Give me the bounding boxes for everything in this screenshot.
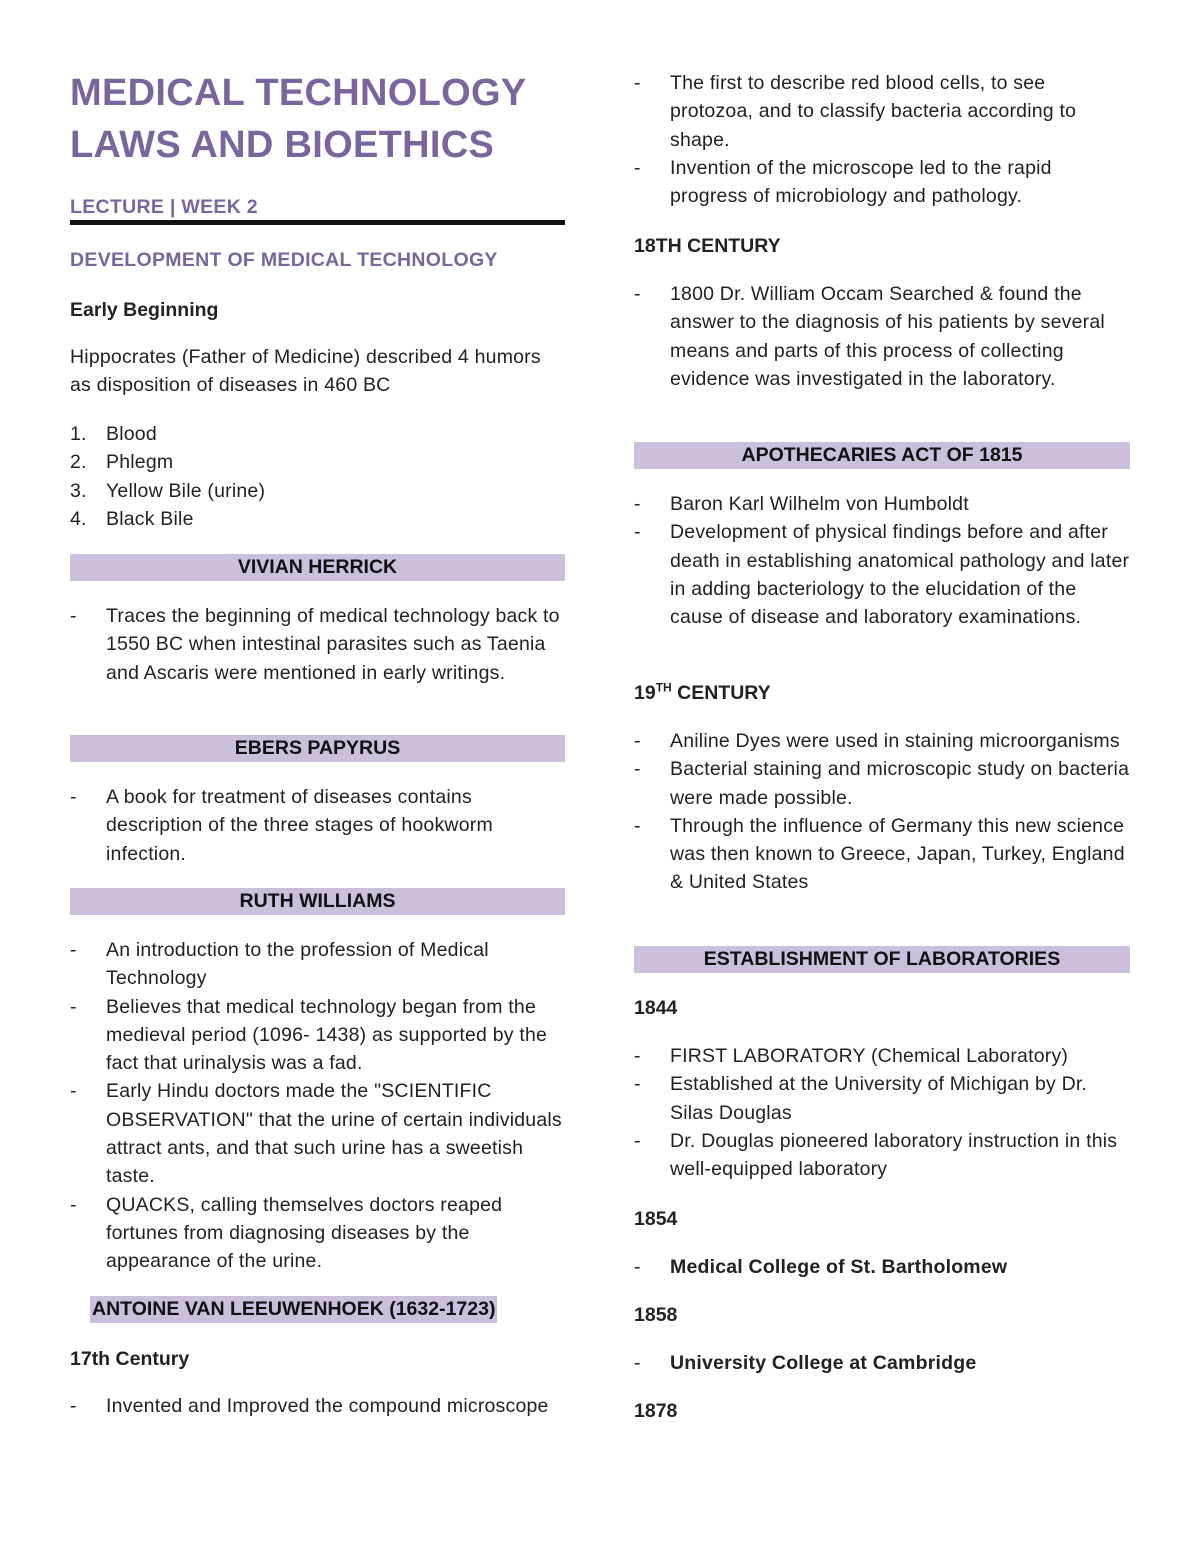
list-item: - Believes that medical technology began from the medieval period (1096- 1438) as supported by the fact that urinalysis was a fad.	[70, 995, 548, 1075]
title-rule	[70, 220, 565, 225]
lecture-label: LECTURE | WEEK 2	[70, 196, 258, 218]
list-item: - Invented and Improved the compound microscope	[70, 1395, 549, 1417]
humors-list	[70, 420, 565, 533]
title-line-2: LAWS AND BIOETHICS	[70, 124, 495, 166]
antoine-continued-list	[634, 69, 1130, 210]
section-heading: DEVELOPMENT OF MEDICAL TECHNOLOGY	[70, 249, 498, 271]
hippocrates-text: Hippocrates (Father of Medicine) described 4 humors as disposition of diseases in 460 BC	[70, 346, 541, 397]
list-item: - Dr. Douglas pioneered laboratory instruction in this well-equipped laboratory	[634, 1129, 1118, 1181]
list-item: 3. Yellow Bile (urine)	[70, 479, 266, 502]
list-item: - Established at the University of Michigan by Dr. Silas Douglas	[634, 1073, 1088, 1124]
19th-century-list	[634, 727, 1130, 897]
list-item: 1. Blood	[70, 423, 157, 445]
list-item: - The first to describe red blood cells, to see protozoa, and to classify bacteria according to shape.	[634, 72, 1077, 151]
1854-list	[634, 1253, 1130, 1281]
establishment-of-laboratories-banner: ESTABLISHMENT OF LABORATORIES	[634, 946, 1130, 973]
list-item: - Early Hindu doctors made the "SCIENTIFIC OBSERVATION" that the urine of certain individuals attract ants, and that such urine has a sweetish taste.	[70, 1080, 562, 1188]
list-item: - An introduction to the profession of Medical Technology	[70, 939, 489, 990]
list-item: - Aniline Dyes were used in staining microorganisms	[634, 730, 1120, 752]
1858-list	[634, 1349, 1130, 1377]
list-item: - Through the influence of Germany this new science was then known to Greece, Japan, Turkey, England & United States	[634, 814, 1125, 894]
list-item: 4. Black Bile	[70, 507, 194, 530]
list-item: - Traces the beginning of medical technology back to 1550 BC when intestinal parasites such as Taenia and Ascaris were mentioned in early writings.	[70, 605, 560, 684]
year-1878: 1878	[634, 1400, 678, 1422]
ruth-williams-banner: RUTH WILLIAMS	[70, 888, 565, 915]
list-item: - FIRST LABORATORY (Chemical Laboratory)	[634, 1045, 1069, 1067]
year-1844: 1844	[634, 997, 678, 1019]
year-1858: 1858	[634, 1304, 678, 1326]
hippocrates-paragraph	[70, 343, 565, 400]
list-item: - Baron Karl Wilhelm von Humboldt	[634, 493, 969, 515]
title-line-1: MEDICAL TECHNOLOGY	[70, 72, 527, 114]
apothecaries-act-banner: APOTHECARIES ACT OF 1815	[634, 442, 1130, 469]
ebers-papyrus-list	[70, 783, 565, 868]
list-item: - Medical College of St. Bartholomew	[634, 1256, 1008, 1278]
early-beginning-heading: Early Beginning	[70, 299, 219, 321]
ruth-williams-list	[70, 936, 565, 1276]
vivian-herrick-banner: VIVIAN HERRICK	[70, 554, 565, 581]
list-item: - 1800 Dr. William Occam Searched & found the answer to the diagnosis of his patients by several means and parts of this process of collecting evidence was investigated in the laboratory.	[634, 283, 1105, 390]
vivian-herrick-list	[70, 602, 565, 687]
list-item: - University College at Cambridge	[634, 1352, 977, 1374]
ebers-papyrus-banner: EBERS PAPYRUS	[70, 735, 565, 762]
19th-century-heading: 19TH CENTURY	[634, 680, 771, 704]
antoine-banner: ANTOINE VAN LEEUWENHOEK (1632-1723)	[90, 1296, 497, 1323]
year-1854: 1854	[634, 1208, 678, 1230]
list-item: - Bacterial staining and microscopic study on bacteria were made possible.	[634, 758, 1130, 809]
antoine-list	[70, 1392, 565, 1420]
list-item: - Invention of the microscope led to the rapid progress of microbiology and pathology.	[634, 156, 1052, 208]
17th-century-heading: 17th Century	[70, 1348, 190, 1370]
list-item: - Development of physical findings before and after death in establishing anatomical pathology and later in adding bacteriology to the elucidation of the cause of disease and laboratory examinations.	[634, 521, 1130, 629]
list-item: - A book for treatment of diseases contains description of the three stages of hookworm infection.	[70, 786, 493, 865]
list-item: 2. Phlegm	[70, 451, 174, 474]
list-item: - QUACKS, calling themselves doctors reaped fortunes from diagnosing diseases by the appearance of the urine.	[70, 1193, 503, 1273]
apothecaries-list	[634, 490, 1130, 631]
18th-century-heading: 18TH CENTURY	[634, 235, 781, 257]
18th-century-list	[634, 280, 1130, 393]
1844-list	[634, 1042, 1130, 1183]
